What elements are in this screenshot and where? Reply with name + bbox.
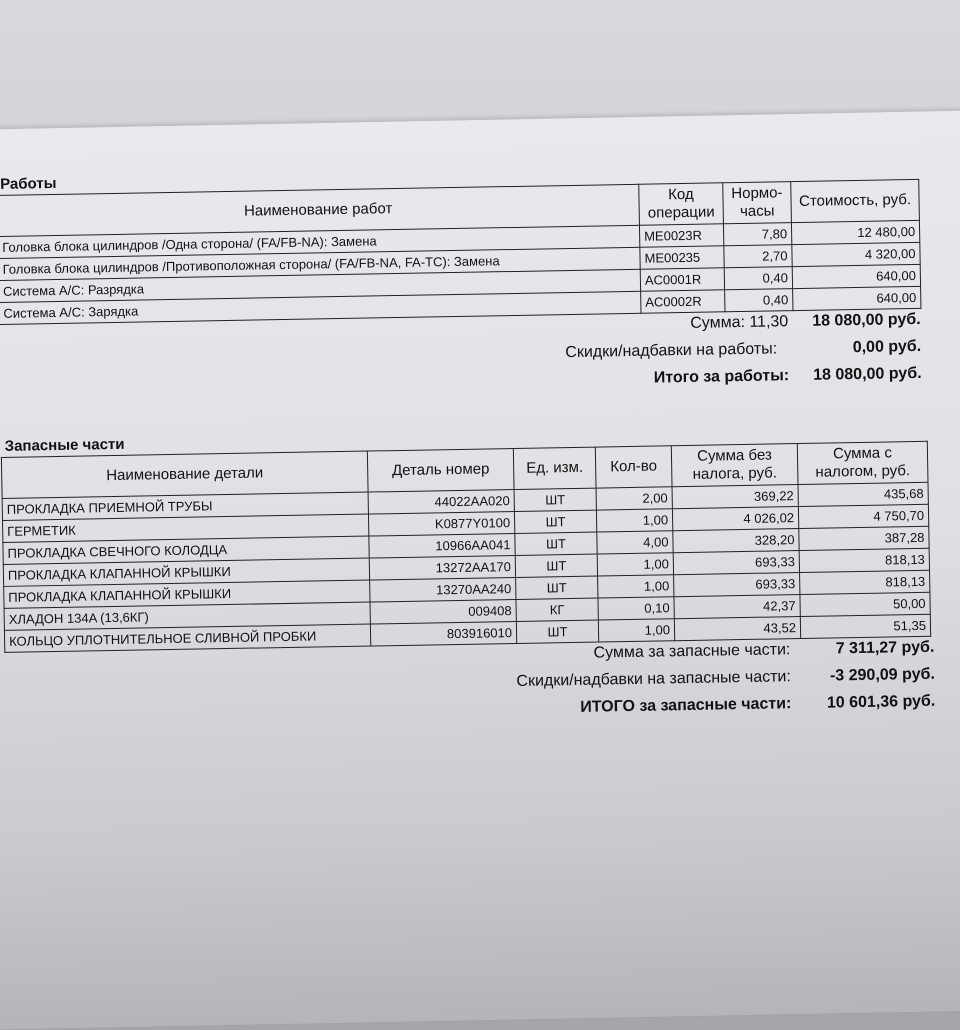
work-cost: 4 320,00: [792, 242, 920, 266]
work-hours: 0,40: [725, 289, 793, 312]
part-net: 4 026,02: [672, 507, 798, 531]
parts-sum-label: Сумма за запасные части:: [593, 641, 791, 662]
part-unit: ШТ: [515, 554, 597, 577]
works-total-value: 18 080,00 руб.: [813, 364, 922, 384]
parts-discount-label: Скидки/надбавки на запасные части:: [516, 668, 792, 690]
part-unit: ШТ: [514, 488, 596, 511]
part-unit: ШТ: [516, 620, 598, 643]
works-header-hours: Нормо-часы: [723, 182, 792, 224]
work-hours: 2,70: [724, 245, 792, 268]
part-net: 369,22: [672, 485, 798, 509]
parts-header-name: Наименование детали: [1, 451, 368, 498]
work-name: Система A/C: Зарядка: [0, 291, 641, 324]
part-net: 693,33: [674, 573, 800, 597]
part-number: 803916010: [370, 621, 516, 646]
part-qty: 0,10: [598, 597, 674, 620]
part-gross: 50,00: [800, 592, 930, 616]
part-qty: 1,00: [597, 553, 673, 576]
parts-total-value: 10 601,36 руб.: [826, 692, 936, 712]
work-name: Головка блока цилиндров /Одна сторона/ (FA/FB-NA): Замена: [0, 225, 640, 258]
part-net: 43,52: [674, 617, 800, 641]
work-name: Система A/C: Разрядка: [0, 269, 641, 302]
part-name: ГЕРМЕТИК: [3, 514, 369, 542]
parts-table: [1, 441, 931, 653]
works-sum-value: 18 080,00 руб.: [812, 310, 921, 330]
work-code: ME0023R: [639, 224, 723, 247]
part-gross: 387,28: [799, 526, 929, 550]
part-unit: ШТ: [515, 532, 597, 555]
works-header-cost: Стоимость, руб.: [791, 179, 920, 222]
parts-header-number: Деталь номер: [367, 449, 514, 493]
work-cost: 640,00: [792, 264, 920, 288]
part-name: ХЛАДОН 134A (13,6КГ): [4, 602, 370, 630]
part-gross: 818,13: [800, 570, 930, 594]
parts-section-title: Запасные части: [4, 435, 125, 455]
parts-header-qty: Кол-во: [595, 446, 672, 488]
work-code: AC0001R: [640, 268, 724, 291]
works-discount-value: 0,00 руб.: [852, 337, 922, 357]
part-number: 13272AA170: [369, 555, 515, 580]
parts-total-label: ИТОГО за запасные части:: [580, 695, 792, 716]
work-hours: 7,80: [723, 223, 791, 246]
part-net: 328,20: [673, 529, 799, 553]
works-header-name: Наименование работ: [0, 184, 639, 236]
part-number: 44022AA020: [368, 490, 514, 515]
work-code: ME00235: [640, 246, 724, 269]
part-number: 10966AA041: [369, 533, 515, 558]
part-unit: КГ: [516, 598, 598, 621]
part-name: ПРОКЛАДКА КЛАПАННОЙ КРЫШКИ: [3, 558, 369, 586]
works-section-title: Работы: [0, 174, 57, 193]
work-code: AC0002R: [641, 290, 725, 313]
part-name: ПРОКЛАДКА КЛАПАННОЙ КРЫШКИ: [4, 580, 370, 608]
part-qty: 1,00: [598, 619, 674, 642]
part-name: ПРОКЛАДКА ПРИЕМНОЙ ТРУБЫ: [2, 492, 368, 520]
works-header-code: Код операции: [639, 183, 724, 225]
work-cost: 12 480,00: [791, 220, 919, 244]
work-hours: 0,40: [724, 267, 792, 290]
invoice-document: [0, 160, 936, 736]
works-sum-label: Сумма: 11,30: [690, 313, 789, 332]
part-number: 009408: [370, 599, 516, 624]
part-unit: ШТ: [514, 510, 596, 533]
parts-header-net: Сумма без налога, руб.: [671, 444, 798, 487]
work-name: Головка блока цилиндров /Противоположная сторона/ (FA/FB-NA, FA-TC): Замена: [0, 247, 640, 280]
part-gross: 435,68: [798, 482, 928, 506]
part-name: КОЛЬЦО УПЛОТНИТЕЛЬНОЕ СЛИВНОЙ ПРОБКИ: [4, 624, 370, 652]
parts-sum-value: 7 311,27 руб.: [835, 638, 935, 658]
part-gross: 51,35: [800, 614, 930, 638]
works-total-label: Итого за работы:: [653, 367, 790, 387]
part-qty: 2,00: [596, 487, 672, 510]
part-unit: ШТ: [516, 576, 598, 599]
parts-totals: [4, 639, 935, 736]
part-gross: 818,13: [799, 548, 929, 572]
part-qty: 1,00: [598, 575, 674, 598]
part-gross: 4 750,70: [798, 504, 928, 528]
part-number: 13270AA240: [370, 577, 516, 602]
part-net: 42,37: [674, 595, 800, 619]
part-net: 693,33: [673, 551, 799, 575]
part-name: ПРОКЛАДКА СВЕЧНОГО КОЛОДЦА: [3, 536, 369, 564]
parts-header-unit: Ед. изм.: [513, 447, 596, 489]
part-number: K0877Y0100: [368, 512, 514, 537]
parts-header-gross: Сумма с налогом, руб.: [797, 441, 928, 484]
work-cost: 640,00: [793, 286, 921, 310]
works-discount-label: Скидки/надбавки на работы:: [565, 340, 778, 362]
part-qty: 1,00: [596, 509, 672, 532]
works-table: [0, 179, 921, 325]
parts-discount-value: -3 290,09 руб.: [829, 665, 935, 685]
part-qty: 4,00: [597, 531, 673, 554]
